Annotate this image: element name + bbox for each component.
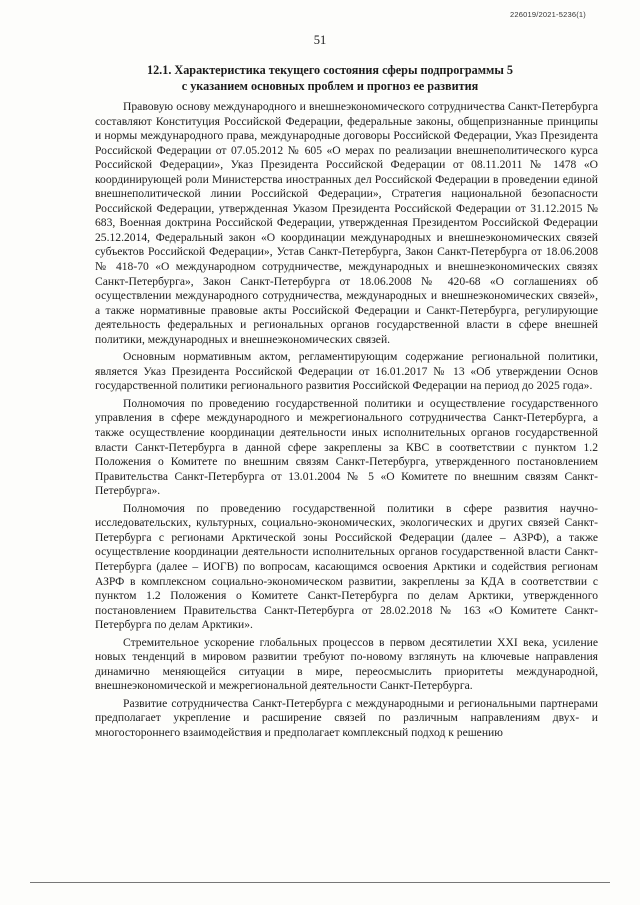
paragraph-regional-policy: Основным нормативным актом, регламентирующим содержание региональной политики, является Указ Президента Российской Федерации от 16.01.2017 № 13 «Об утверждении Основ государственной политики регионального развития Российской Федерации на период до 2025 года». (95, 350, 598, 393)
paragraph-global-processes: Стремительное ускорение глобальных процессов в первом десятилетии XXI века, усиление новых тенденций в мировом развитии требуют по-новому взглянуть на ключевые направления динамично меняющейся ситуации в мире, переосмыслить приоритеты международной, внешнеэкономической и межрегиональной деятельности Санкт-Петербурга. (95, 635, 598, 693)
page-bottom-edge (30, 882, 610, 883)
section-heading (100, 62, 560, 94)
paragraph-cooperation-development: Развитие сотрудничества Санкт-Петербурга с международными и региональными партнерами предполагает укрепление и расширение связей по различным направлениям двух- и многостороннего взаимодействия и предполагает комплексный подход к решению (95, 696, 598, 739)
section-heading-line-2: с указанием основных проблем и прогноз ее развития (181, 79, 479, 93)
document-number: 226019/2021-5236(1) (510, 10, 586, 19)
paragraph-kvs-powers: Полномочия по проведению государственной политики и осуществление государственного управления в сфере международного и межрегионального сотрудничества Санкт-Петербурга, а также осуществление координации деятельности иных исполнительных органов государственной власти Санкт-Петербурга в данной сфере закреплены за КВС в соответствии с пунктом 1.2 Положения о Комитете по внешним связям Санкт-Петербурга, утвержденного постановлением Правительства Санкт-Петербурга от 13.01.2004 № 5 «О Комитете по внешним связям Санкт-Петербурга». (95, 396, 598, 498)
paragraph-legal-basis: Правовую основу международного и внешнеэкономического сотрудничества Санкт-Петербурга составляют Конституция Российской Федерации, федеральные законы, общепризнанные принципы и нормы международного права, международные договоры Российской Федерации, Указ Президента Российской Федерации от 07.05.2012 № 605 «О мерах по реализации внешнеполитического курса Российской Федерации», Указ Президента Российской Федерации от 08.11.2011 № 1478 «О координирующей роли Министерства иностранных дел Российской Федерации в проведении единой внешнеполитической линии Российской Федерации», Стратегия национальной безопасности Российской Федерации, утвержденная Указом Президента Российской Федерации от 31.12.2015 № 683, Военная доктрина Российской Федерации, утвержденная Президентом Российской Федерации 25.12.2014, Федеральный закон «О координации международных и внешнеэкономических связей субъектов Российской Федерации», Устав Санкт-Петербурга, Закон Санкт-Петербурга от 18.06.2008 № 418-70 «О международном сотрудничестве, международных и внешнеэкономических связях Санкт-Петербурга», Закон Санкт-Петербурга от 18.06.2008 № 420-68 «О соглашениях об осуществлении международного сотрудничества, международных и внешнеэкономических связей», а также нормативные правовые акты Российской Федерации и Санкт-Петербурга, регулирующие деятельность федеральных и региональных органов государственной власти в сфере внешней политики, международных и внешнеэкономических связей. (95, 100, 598, 346)
body-text (95, 100, 598, 744)
paragraph-kda-powers: Полномочия по проведению государственной политики в сфере развития научно-исследовательских, культурных, социально-экономических, экологических и других связей Санкт-Петербурга с регионами Арктической зоны Российской Федерации (далее – АЗРФ), а также осуществление координации деятельности исполнительных органов государственной власти Санкт-Петербурга (далее – ИОГВ) по вопросам, касающимся освоения Арктики и содействия регионам АЗРФ в комплексном социально-экономическом развитии, закреплены за КДА в соответствии с пунктом 1.2 Положения о Комитете Санкт-Петербурга по делам Арктики, утвержденного постановлением Правительства Санкт-Петербурга от 28.02.2018 № 163 «О Комитете Санкт-Петербурга по делам Арктики». (95, 501, 598, 632)
section-heading-line-1: 12.1. Характеристика текущего состояния сферы подпрограммы 5 (146, 63, 513, 77)
page-number: 51 (313, 33, 327, 47)
